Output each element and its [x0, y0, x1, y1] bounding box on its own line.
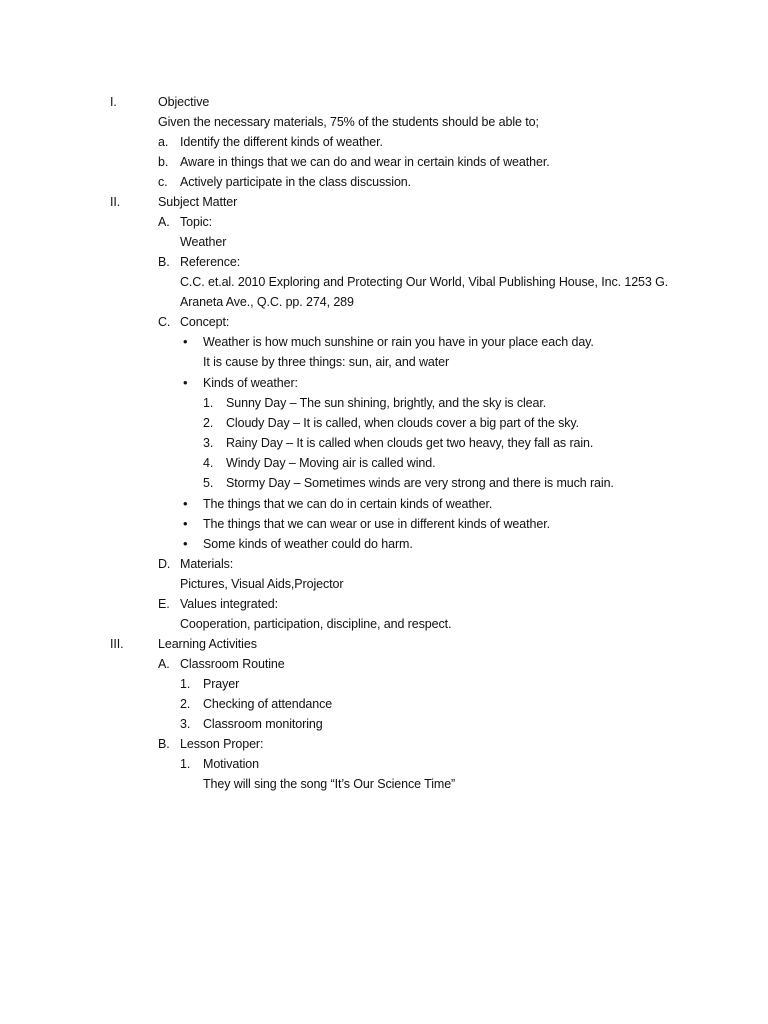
concept-bullet-3: The things that we can do in certain kinds of weather.	[203, 497, 493, 511]
bullet-icon: •	[183, 334, 188, 349]
objective-item-marker: b.	[158, 155, 169, 169]
section-2-numeral: II.	[110, 195, 121, 209]
topic-value: Weather	[180, 235, 227, 249]
objective-item-marker: a.	[158, 135, 169, 149]
lesson-item-label: Motivation	[203, 757, 259, 771]
concept-bullet-2: Kinds of weather:	[203, 376, 298, 390]
routine-item-marker: 3.	[180, 717, 191, 731]
concept-bullet-1-line-1: Weather is how much sunshine or rain you have in your place each day.	[203, 335, 594, 349]
concept-bullet-1-line-2: It is cause by three things: sun, air, and water	[203, 355, 450, 369]
weather-kind: Windy Day – Moving air is called wind.	[226, 456, 436, 470]
bullet-icon: •	[183, 496, 188, 511]
weather-kind: Rainy Day – It is called when clouds get two heavy, they fall as rain.	[226, 436, 594, 450]
materials-marker: D.	[158, 557, 171, 571]
weather-kind: Cloudy Day – It is called, when clouds cover a big part of the sky.	[226, 416, 579, 430]
weather-kind-marker: 5.	[203, 476, 214, 490]
routine-item-marker: 1.	[180, 677, 191, 691]
section-3-title: Learning Activities	[158, 637, 257, 651]
routine-label: Classroom Routine	[180, 657, 285, 671]
values-label: Values integrated:	[180, 597, 279, 611]
concept-marker: C.	[158, 315, 171, 329]
topic-marker: A.	[158, 215, 170, 229]
routine-item: Checking of attendance	[203, 697, 333, 711]
bullet-icon: •	[183, 375, 188, 390]
lesson-item-text: They will sing the song “It’s Our Science Time”	[203, 777, 456, 791]
routine-item: Prayer	[203, 677, 240, 691]
topic-label: Topic:	[180, 215, 213, 229]
lesson-marker: B.	[158, 737, 170, 751]
bullet-icon: •	[183, 516, 188, 531]
routine-marker: A.	[158, 657, 170, 671]
routine-item: Classroom monitoring	[203, 717, 323, 731]
reference-marker: B.	[158, 255, 170, 269]
objective-item: Aware in things that we can do and wear in certain kinds of weather.	[180, 155, 550, 169]
lesson-item-marker: 1.	[180, 757, 191, 771]
objective-item: Identify the different kinds of weather.	[180, 135, 383, 149]
materials-label: Materials:	[180, 557, 234, 571]
concept-bullet-4: The things that we can wear or use in different kinds of weather.	[203, 517, 550, 531]
values-marker: E.	[158, 597, 170, 611]
objective-intro: Given the necessary materials, 75% of the students should be able to;	[158, 115, 539, 129]
materials-value: Pictures, Visual Aids,Projector	[180, 577, 344, 591]
weather-kind-marker: 1.	[203, 396, 214, 410]
values-value: Cooperation, participation, discipline, and respect.	[180, 617, 452, 631]
lesson-label: Lesson Proper:	[180, 737, 264, 751]
weather-kind: Stormy Day – Sometimes winds are very strong and there is much rain.	[226, 476, 614, 490]
bullet-icon: •	[183, 536, 188, 551]
weather-kind-marker: 4.	[203, 456, 214, 470]
section-3-numeral: III.	[110, 637, 124, 651]
concept-bullet-5: Some kinds of weather could do harm.	[203, 537, 413, 551]
section-2-title: Subject Matter	[158, 195, 238, 209]
section-1-numeral: I.	[110, 95, 117, 109]
reference-line-2: Araneta Ave., Q.C. pp. 274, 289	[180, 295, 354, 309]
objective-item: Actively participate in the class discussion.	[180, 175, 412, 189]
weather-kind-marker: 2.	[203, 416, 214, 430]
objective-item-marker: c.	[158, 175, 168, 189]
routine-item-marker: 2.	[180, 697, 191, 711]
section-1-title: Objective	[158, 95, 210, 109]
weather-kind: Sunny Day – The sun shining, brightly, and the sky is clear.	[226, 396, 547, 410]
reference-label: Reference:	[180, 255, 241, 269]
weather-kind-marker: 3.	[203, 436, 214, 450]
concept-label: Concept:	[180, 315, 230, 329]
reference-line-1: C.C. et.al. 2010 Exploring and Protecting Our World, Vibal Publishing House, Inc. 1253 G.	[180, 275, 669, 289]
